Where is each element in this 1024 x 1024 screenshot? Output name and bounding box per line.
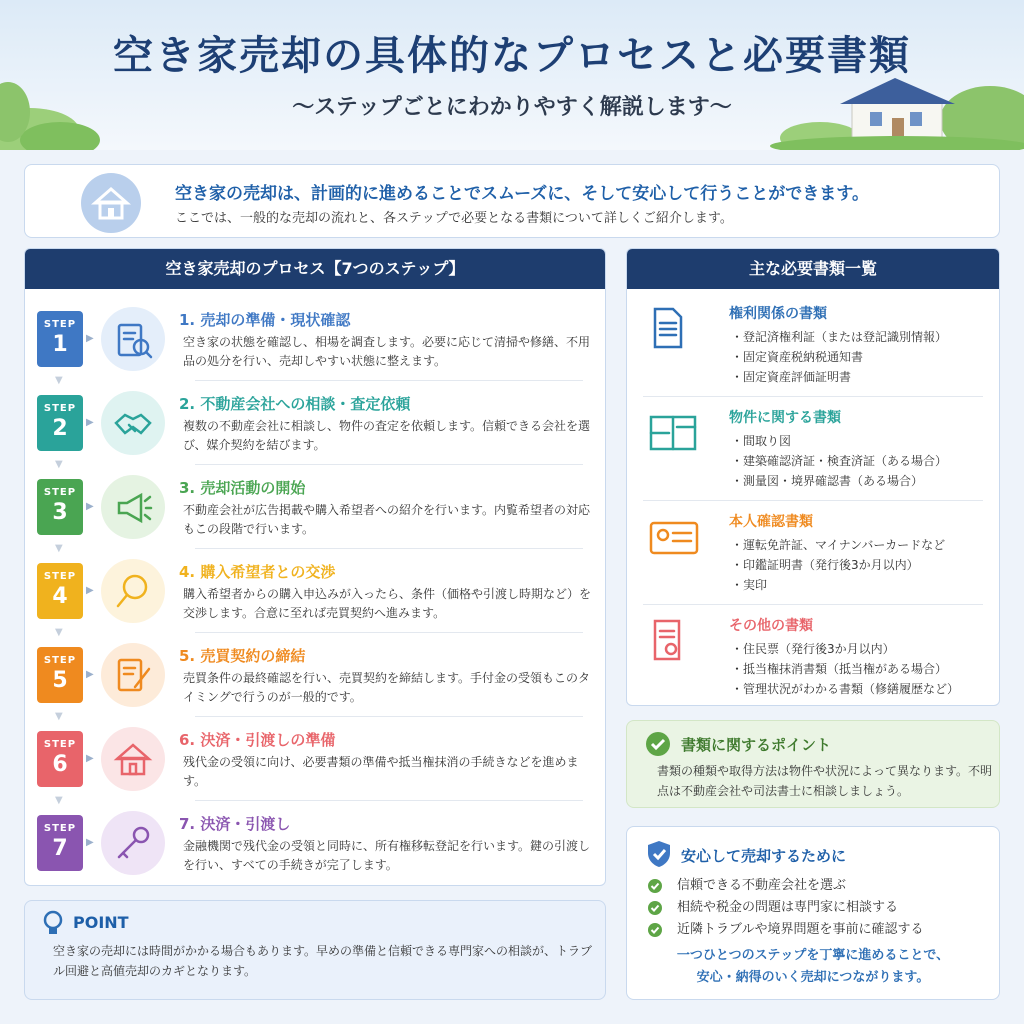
document-group-title: その他の書類 <box>729 618 813 634</box>
step-badge <box>37 563 83 619</box>
step-title: 1. 売却の準備・現状確認 <box>179 311 351 329</box>
process-panel <box>24 248 606 886</box>
document-list <box>731 639 959 699</box>
document-item: ・ 管理状況がわかる書類（修繕履歴など） <box>731 679 959 699</box>
step-number: 1 <box>52 332 68 357</box>
safe-checklist <box>647 875 923 941</box>
intro-description: ここでは、一般的な売却の流れと、各ステップで必要となる書類について詳しくご紹介します。 <box>175 211 733 226</box>
step-badge <box>37 731 83 787</box>
chevron-right-icon: ▶ <box>86 585 94 596</box>
step-row <box>25 633 605 722</box>
chevron-right-icon: ▶ <box>86 501 94 512</box>
safe-title: 安心して売却するために <box>681 847 847 865</box>
point-text: 空き家の売却には時間がかかる場合もあります。早めの準備と信頼できる専門家への相談が、トラブル回避と高値売却のカギとなります。 <box>53 944 593 978</box>
house-icon <box>81 173 141 233</box>
checklist-item <box>647 919 923 941</box>
step-title: 4. 購入希望者との交渉 <box>179 563 336 581</box>
document-group <box>627 293 999 397</box>
document-item: ・ 固定資産税納税通知書 <box>731 347 947 367</box>
chevron-down-icon: ▼ <box>55 711 63 722</box>
step-description: 金融機関で残代金の受領と同時に、所有権移転登記を行います。鍵の引渡しを行い、すべての手続きが完了します。 <box>183 839 591 872</box>
document-item: ・ 固定資産評価証明書 <box>731 367 947 387</box>
step-row <box>25 717 605 806</box>
closing-line: 安心・納得のいく売却につながります。 <box>696 970 930 985</box>
step-row <box>25 465 605 554</box>
document-list <box>731 535 945 595</box>
check-icon <box>647 922 663 938</box>
checklist-text: 相続や税金の問題は専門家に相談する <box>677 900 899 915</box>
step-row <box>25 549 605 638</box>
step-description: 売買条件の最終確認を行い、売買契約を締結します。手付金の受領もこのタイミングで行うのが一般的です。 <box>183 671 591 704</box>
checklist-magnifier-icon <box>101 307 165 371</box>
document-group-title: 権利関係の書類 <box>729 306 827 322</box>
step-title: 6. 決済・引渡しの準備 <box>179 731 336 749</box>
chevron-right-icon: ▶ <box>86 837 94 848</box>
document-item: ・ 実印 <box>731 575 945 595</box>
step-title: 3. 売却活動の開始 <box>179 479 306 497</box>
checklist-item <box>647 897 923 919</box>
chevron-right-icon: ▶ <box>86 417 94 428</box>
step-description: 残代金の受領に向け、必要書類の準備や抵当権抹消の手続きなどを進めます。 <box>183 755 579 788</box>
step-badge <box>37 395 83 451</box>
document-group-title: 本人確認書類 <box>729 514 813 530</box>
document-item: ・ 建築確認済証・検査済証（ある場合） <box>731 451 947 471</box>
tips-text: 書類の種類や取得方法は物件や状況によって異なります。不明点は不動産会社や司法書士に相談しましょう。 <box>657 764 993 798</box>
check-icon <box>647 900 663 916</box>
document-item: ・ 抵当権抹消書類（抵当権がある場合） <box>731 659 959 679</box>
step-row <box>25 801 605 885</box>
point-title: POINT <box>73 913 129 932</box>
chevron-down-icon: ▼ <box>55 627 63 638</box>
step-badge-label: STEP <box>43 487 77 498</box>
safe-sale-box <box>626 826 1000 1000</box>
megaphone-icon <box>101 475 165 539</box>
shield-check-icon <box>645 839 673 869</box>
step-number: 6 <box>52 752 68 777</box>
step-number: 5 <box>52 668 68 693</box>
step-number: 4 <box>52 584 68 609</box>
documents-heading: 主な必要書類一覧 <box>627 249 999 289</box>
point-box <box>24 900 606 1000</box>
step-description: 購入希望者からの購入申込みが入ったら、条件（価格や引渡し時期など）を交渉します。合意に至れば売買契約へ進みます。 <box>183 587 592 620</box>
key-icon <box>101 811 165 875</box>
checklist-item <box>647 875 923 897</box>
document-group-title: 物件に関する書類 <box>729 410 841 426</box>
document-list <box>731 431 947 491</box>
document-item: ・ 間取り図 <box>731 431 947 451</box>
step-badge <box>37 311 83 367</box>
checklist-text: 近隣トラブルや境界問題を事前に確認する <box>677 922 924 937</box>
step-badge-label: STEP <box>43 823 77 834</box>
chevron-right-icon: ▶ <box>86 753 94 764</box>
document-group <box>627 605 999 706</box>
check-circle-icon <box>645 731 671 757</box>
step-description: 複数の不動産会社に相談し、物件の査定を依頼します。信頼できる会社を選び、媒介契約を結びます。 <box>183 419 591 452</box>
page-title: 空き家売却の具体的なプロセスと必要書類 <box>113 33 911 79</box>
chevron-down-icon: ▼ <box>55 459 63 470</box>
chevron-down-icon: ▼ <box>55 795 63 806</box>
step-number: 7 <box>52 836 68 861</box>
intro-box <box>24 164 1000 238</box>
document-item: ・ 測量図・境界確認書（ある場合） <box>731 471 947 491</box>
step-badge-label: STEP <box>43 655 77 666</box>
step-badge-label: STEP <box>43 571 77 582</box>
documents-panel <box>626 248 1000 706</box>
id-card-icon <box>649 515 699 559</box>
document-item: ・ 登記済権利証（または登記識別情報） <box>731 327 947 347</box>
chevron-down-icon: ▼ <box>55 543 63 554</box>
document-tips-box <box>626 720 1000 808</box>
step-badge <box>37 647 83 703</box>
step-description: 不動産会社が広告掲載や購入希望者への紹介を行います。内覧希望者の対応もこの段階で行います。 <box>183 503 591 536</box>
header-banner <box>0 0 1024 150</box>
lightbulb-icon <box>41 909 65 937</box>
intro-headline: 空き家の売却は、計画的に進めることでスムーズに、そして安心して行うことができます。 <box>175 184 869 204</box>
magnifier-icon <box>101 559 165 623</box>
step-number: 3 <box>52 500 68 525</box>
check-icon <box>647 878 663 894</box>
document-icon <box>649 307 699 351</box>
stamped-document-icon <box>649 619 699 663</box>
step-badge-label: STEP <box>43 319 77 330</box>
document-item: ・ 運転免許証、マイナンバーカードなど <box>731 535 945 555</box>
tips-title: 書類に関するポイント <box>681 736 832 754</box>
step-badge-label: STEP <box>43 403 77 414</box>
step-badge-label: STEP <box>43 739 77 750</box>
document-item: ・ 住民票（発行後3か月以内） <box>731 639 959 659</box>
house-icon <box>101 727 165 791</box>
document-group <box>627 397 999 501</box>
contract-pen-icon <box>101 643 165 707</box>
document-group <box>627 501 999 605</box>
step-badge <box>37 815 83 871</box>
document-list <box>731 327 947 387</box>
checklist-text: 信頼できる不動産会社を選ぶ <box>677 878 847 893</box>
step-row <box>25 381 605 470</box>
closing-message <box>627 945 999 989</box>
closing-line: 一つひとつのステップを丁寧に進めることで、 <box>676 948 950 963</box>
step-badge <box>37 479 83 535</box>
chevron-right-icon: ▶ <box>86 333 94 344</box>
step-title: 2. 不動産会社への相談・査定依頼 <box>179 395 411 413</box>
document-item: ・ 印鑑証明書（発行後3か月以内） <box>731 555 945 575</box>
handshake-icon <box>101 391 165 455</box>
chevron-down-icon: ▼ <box>55 375 63 386</box>
step-row <box>25 297 605 386</box>
floor-plan-icon <box>649 411 699 455</box>
chevron-right-icon: ▶ <box>86 669 94 680</box>
page-subtitle: 〜ステップごとにわかりやすく解説します〜 <box>292 95 732 120</box>
step-number: 2 <box>52 416 68 441</box>
step-title: 7. 決済・引渡し <box>179 815 291 833</box>
step-title: 5. 売買契約の締結 <box>179 647 306 665</box>
process-heading: 空き家売却のプロセス【7つのステップ】 <box>25 249 605 289</box>
step-description: 空き家の状態を確認し、相場を調査します。必要に応じて清掃や修繕、不用品の処分を行い、売却しやすい状態に整えます。 <box>183 335 591 368</box>
